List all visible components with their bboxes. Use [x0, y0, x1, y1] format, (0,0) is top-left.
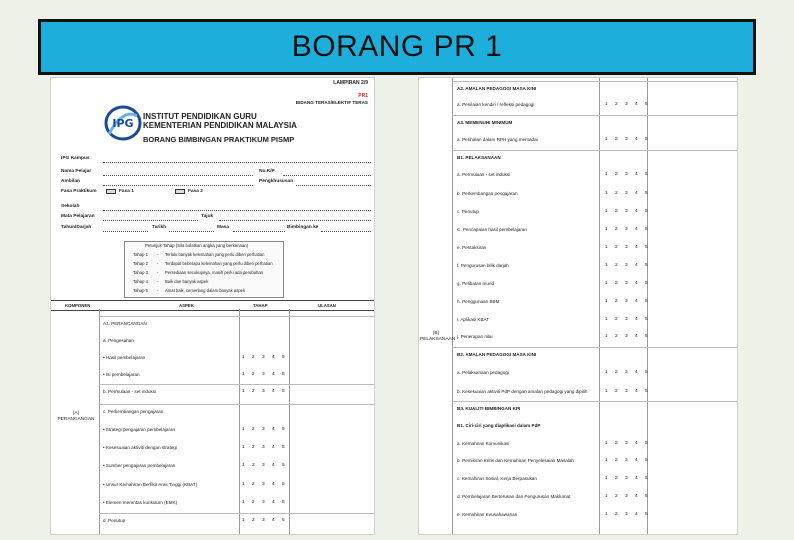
sekolah-label: Sekolah [61, 204, 80, 209]
column-divider [239, 309, 240, 535]
rating-scale[interactable]: 1 2 3 4 5 [242, 389, 288, 394]
ipg-kampus-label: IPG Kampus [61, 156, 90, 161]
banner-title: BORANG PR 1 [291, 30, 503, 63]
row-aspect-text: i. Aplikasi KBAT [457, 317, 490, 322]
ipg-logo-icon [103, 104, 143, 142]
row-aspect-text: d. Pembelajaran Berterusan dan Pengurusan Maklumat [457, 494, 571, 499]
row-aspect-text: f. Pengurusan bilik darjah [457, 263, 509, 268]
legend-row: Tahap 1 - Terlalu banyak kelemahan yang perlu diberi perhatian [133, 252, 265, 257]
rating-scale[interactable]: 1 2 3 4 5 [605, 102, 651, 107]
bidang-label: BIDANG TERAS/ELEKTIF TERAS [295, 100, 368, 105]
row-aspect-text: c. Perkembangan pengajaran [103, 409, 164, 414]
tahun-darjah-label: Tahun/Darjah [61, 225, 92, 230]
rating-scale[interactable]: 1 2 3 4 5 [605, 494, 651, 499]
row-aspect-text: a. Perihalan dalam RPH yang memadai [457, 137, 538, 142]
row-aspect-text: c. Penutup [457, 209, 479, 214]
rating-scale[interactable]: 1 2 3 4 5 [605, 245, 651, 250]
row-aspect-text: h. Penggunaan BBM [457, 299, 500, 304]
row-aspect-text: b. Permulaan - set induksi [103, 389, 157, 394]
row-aspect-text: • Kesesuaian aktiviti dengan strategi [103, 445, 177, 450]
row-aspect-text: • Unsur Kemahiran Berfikir Aras Tinggi (KBAT) [103, 482, 198, 487]
row-aspect-text: a. Pelaksanaan pedagogi [457, 370, 509, 375]
rating-scale[interactable]: 1 2 3 4 5 [605, 172, 651, 177]
row-aspect-text: C. Pencapaian hasil pembelajaran [457, 227, 527, 232]
legend-row: Tahap 2 - Terdapat beberapa kelemahan yang perlu diberi perhatian [133, 261, 273, 266]
row-aspect-text: • Isi pembelajaran [103, 372, 140, 377]
column-divider [452, 78, 453, 535]
row-divider [99, 384, 375, 385]
legend-row: Tahap 4 - Baik dan banyak aspek [133, 279, 209, 284]
legend-box [124, 241, 284, 298]
rating-scale[interactable]: 1 2 3 4 5 [605, 299, 651, 304]
th-ulasan: ULASAN [318, 303, 336, 308]
ambilan-label: Ambilan [61, 179, 80, 184]
ambilan-field[interactable] [103, 185, 253, 186]
rating-scale[interactable]: 1 2 3 4 5 [242, 500, 288, 505]
row-aspect-text: A2. AMALAN PEDAGOGI MASA KINI [457, 86, 537, 91]
row-divider [99, 404, 375, 405]
sekolah-field[interactable] [103, 210, 371, 211]
row-divider [99, 316, 375, 317]
row-aspect-text: A1. PERANCANGAN [103, 321, 147, 326]
row-divider [452, 115, 738, 116]
rating-scale[interactable]: 1 2 3 4 5 [605, 137, 651, 142]
institute-line1: INSTITUT PENDIDIKAN GURU [143, 112, 257, 121]
form-page-right [418, 77, 738, 535]
row-aspect-text: • Strategi pengajaran pembelajaran [103, 427, 176, 432]
rating-scale[interactable]: 1 2 3 4 5 [605, 441, 651, 446]
tajuk-label: Tajuk [201, 214, 214, 219]
row-aspect-text: a. Penilaian kendiri / refleksi pedagogi [457, 102, 535, 107]
row-aspect-text: • Hasil pembelajaran [103, 355, 146, 360]
lampiran-label: LAMPIRAN 2/9 [333, 80, 368, 86]
row-aspect-text: d. Penutup [103, 518, 126, 523]
row-aspect-text: b. Pemikiran Kritis dan Kemahiran Penyelesaian Masalah [457, 458, 574, 463]
tarikh-label: Tarikh [152, 225, 167, 230]
rating-scale[interactable]: 1 2 3 4 5 [605, 334, 651, 339]
column-divider [647, 78, 648, 535]
rating-scale[interactable]: 1 2 3 4 5 [605, 512, 651, 517]
rating-scale[interactable]: 1 2 3 4 5 [605, 281, 651, 286]
rating-scale[interactable]: 1 2 3 4 5 [242, 463, 288, 468]
tajuk-field[interactable] [219, 220, 371, 221]
tarikh-field[interactable] [169, 231, 214, 232]
masa-label: Masa [217, 225, 229, 230]
row-aspect-text: • Elemen merentas kurikulum (EMK) [103, 500, 178, 505]
legend-row: Tahap 3 - Persediaan secukupnya, masih perlu ada perubahan [133, 270, 264, 275]
rating-scale[interactable]: 1 2 3 4 5 [605, 227, 651, 232]
row-aspect-text: b. Perkembangan pengajaran [457, 191, 518, 196]
institute-name [143, 112, 297, 130]
column-divider [289, 309, 290, 535]
column-divider [599, 78, 600, 535]
rating-scale[interactable]: 1 2 3 4 5 [605, 476, 651, 481]
row-divider [452, 81, 738, 82]
row-aspect-text: a. Permulaan - set induksi [457, 172, 511, 177]
masa-field[interactable] [233, 231, 285, 232]
legend-row: Tahap 5 - Amat baik, cemerlang dalam banyak aspek [133, 288, 246, 293]
rating-scale[interactable]: 1 2 3 4 5 [242, 372, 288, 377]
legend-title: Petunjuk Tahap (Sila bulatkan angka yang berkenaan) [145, 243, 249, 248]
form-page-left [50, 77, 375, 535]
pengkhususan-field[interactable] [296, 185, 371, 186]
fasa1-checkbox[interactable] [106, 189, 116, 194]
komponen-label: (B) PELAKSANAAN [420, 331, 456, 342]
institute-line2: KEMENTERIAN PENDIDIKAN MALAYSIA [143, 121, 297, 131]
row-aspect-text: • Sumber pengajaran pembelajaran [103, 463, 176, 468]
row-aspect-text: B1. Ciri-ciri yang diaplikasi dalam PdP [457, 423, 541, 428]
fasa-praktikum-label: Fasa Praktikum [61, 189, 97, 194]
row-divider [452, 401, 738, 402]
rating-scale[interactable]: 1 2 3 4 5 [242, 427, 288, 432]
rating-scale[interactable]: 1 2 3 4 5 [242, 445, 288, 450]
pr-code: PR1 [358, 93, 368, 99]
row-aspect-text: a. Pengesahan [103, 338, 134, 343]
rating-scale[interactable]: 1 2 3 4 5 [242, 482, 288, 487]
row-divider [452, 347, 738, 348]
row-aspect-text: B3. KUALITI BIMBINGAN KPI [457, 406, 521, 411]
row-aspect-text: e. Kemahiran Keusahawanan [457, 512, 518, 517]
row-aspect-text: a. Kemahiran Komunikasi [457, 441, 510, 446]
ipg-kampus-field[interactable] [103, 162, 371, 163]
pengkhususan-label: Pengkhususan [259, 179, 294, 184]
bimbingan-ke-field[interactable] [321, 231, 371, 232]
form-title: BORANG BIMBINGAN PRAKTIKUM PISMP [143, 135, 295, 144]
th-aspek: ASPEK [179, 303, 194, 308]
tahun-darjah-field[interactable] [103, 231, 148, 232]
row-aspect-text: c. Kemahiran Sosial, Kerja Berpasukan [457, 476, 537, 481]
rating-scale[interactable]: 1 2 3 4 5 [605, 191, 651, 196]
rating-scale[interactable]: 1 2 3 4 5 [605, 263, 651, 268]
logo-text: IPG [112, 117, 134, 130]
nama-pelajar-field[interactable] [103, 175, 253, 176]
row-divider [99, 513, 375, 514]
title-banner [38, 19, 756, 75]
row-aspect-text: b. Kesesuaian aktiviti PdP dengan amalan pedagogi yang dipilih [457, 389, 588, 394]
fasa2-checkbox[interactable] [175, 189, 185, 194]
rating-scale[interactable]: 1 2 3 4 5 [605, 370, 651, 375]
no-kp-label: No.K/P [259, 169, 275, 174]
row-aspect-text: j. Penerapan nilai [457, 334, 493, 339]
row-divider [452, 150, 738, 151]
th-tahap: TAHAP [253, 303, 268, 308]
mata-pelajaran-label: Mata Pelajaran [61, 214, 95, 219]
row-aspect-text: B1. PELAKSANAAN [457, 155, 501, 160]
row-aspect-text: g. Pelibatan murid [457, 281, 495, 286]
th-komponen: KOMPONEN [65, 303, 91, 308]
nama-pelajar-label: Nama Pelajar [61, 169, 92, 174]
rating-scale[interactable]: 1 2 3 4 5 [605, 458, 651, 463]
komponen-label: (A) PERANCANGAN [57, 411, 95, 422]
rating-scale[interactable]: 1 2 3 4 5 [605, 317, 651, 322]
rating-scale[interactable]: 1 2 3 4 5 [605, 389, 651, 394]
bimbingan-ke-label: Bimbingan ke [287, 225, 319, 230]
row-aspect-text: B2. AMALAN PEDAGOGI MASA KINI [457, 352, 537, 357]
mata-pelajaran-field[interactable] [103, 220, 198, 221]
fasa1-label: Fasa 1 [119, 189, 134, 194]
column-divider [99, 309, 100, 535]
rating-scale[interactable]: 1 2 3 4 5 [242, 355, 288, 360]
rating-scale[interactable]: 1 2 3 4 5 [605, 209, 651, 214]
fasa2-label: Fasa 2 [188, 189, 203, 194]
row-aspect-text: e. Pentaksiran [457, 245, 487, 250]
row-aspect-text: A3. MEMENUHI MINIMUM [457, 120, 513, 125]
rating-scale[interactable]: 1 2 3 4 5 [242, 518, 288, 523]
no-kp-field[interactable] [283, 175, 371, 176]
